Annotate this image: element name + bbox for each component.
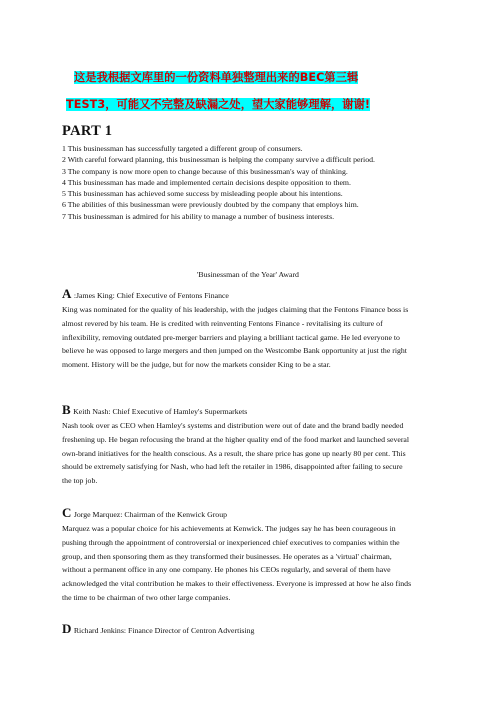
question-list: [62, 143, 402, 222]
entry-a: [62, 287, 412, 372]
banner-line-2: TEST3，可能又不完整及缺漏之处，望大家能够理解，谢谢!: [66, 98, 371, 111]
entry-b: [62, 403, 412, 488]
question-item: 2 With careful forward planning, this businessman is helping the company survive a difficult period.: [62, 155, 375, 165]
entry-c: [62, 506, 412, 605]
entry-letter: A: [62, 286, 72, 301]
entry-heading: [62, 506, 412, 521]
question-item: 4 This businessman has made and implemented certain decisions despite opposition to them.: [62, 177, 351, 187]
entry-title: Jorge Marquez: Chairman of the Kenwick Group: [71, 510, 227, 519]
entry-body: Marquez was a popular choice for his achievements at Kenwick. The judges say he has been courageous in pushing through the appointment of controversial or inexperienced chief executives to companies within the group, and then sponsoring them as they transformed their businesses. He operates as a 'virtual' chairman, without a permanent office in any one company. He phones his CEOs regularly, and several of them have acknowledged the vital contribution he makes to their effectiveness. Everyone is impressed at how he also finds the time to be chairman of two other large companies.: [62, 524, 412, 602]
banner-line-1: 这是我根据文库里的一份资料单独整理出来的BEC第三辑: [74, 71, 359, 84]
question-item: 6 The abilities of this businessman were previously doubted by the company that employs him.: [62, 200, 359, 210]
note-banner: [66, 64, 434, 118]
entry-title: :James King: Chief Executive of Fentons Finance: [73, 291, 229, 300]
question-item: 5 This businessman has achieved some success by misleading people about his intentions.: [62, 189, 343, 199]
entry-d: [62, 622, 412, 637]
entry-letter: D: [62, 621, 72, 636]
section-title: 'Businessman of the Year' Award: [197, 270, 299, 279]
part-title: PART 1: [62, 123, 113, 139]
question-item: 1 This businessman has successfully targeted a different group of consumers.: [62, 144, 303, 153]
question-item: 3 The company is now more open to change because of this businessman's way of thinking.: [62, 166, 348, 176]
entry-title: Keith Nash: Chief Executive of Hamley's Supermarkets: [71, 407, 248, 416]
entry-heading: [62, 622, 412, 637]
entry-letter: C: [62, 505, 72, 520]
entry-letter: B: [62, 402, 72, 417]
entry-title: Richard Jenkins: Finance Director of Centron Advertising: [71, 626, 255, 635]
entry-body: King was nominated for the quality of his leadership, with the judges claiming that the Fentons Finance boss is almost revered by his team. He is credited with reinventing Fentons Finance - revitalising its culture of inflexibility, removing outdated pre-merger barriers and playing a brilliant tactical game. He led everyone to believe he was opposed to large mergers and then jumped on the Westcombe Bank opportunity at just the right moment. History will be the judge, but for now the markets consider King to be a star.: [62, 305, 409, 370]
entry-heading: [62, 403, 412, 418]
entry-body: Nash took over as CEO when Hamley's systems and distribution were out of date and the brand badly needed freshening up. He began refocusing the brand at the higher quality end of the food market and launched several own-brand initiatives for the health conscious. As a result, the share price has gone up nearly 80 per cent. This should be extremely satisfying for Nash, who had left the retailer in 1986, disappointed after failing to secure the top job.: [62, 421, 410, 486]
question-item: 7 This businessman is admired for his ability to manage a number of business interests.: [62, 211, 335, 221]
entry-heading: [62, 287, 412, 302]
